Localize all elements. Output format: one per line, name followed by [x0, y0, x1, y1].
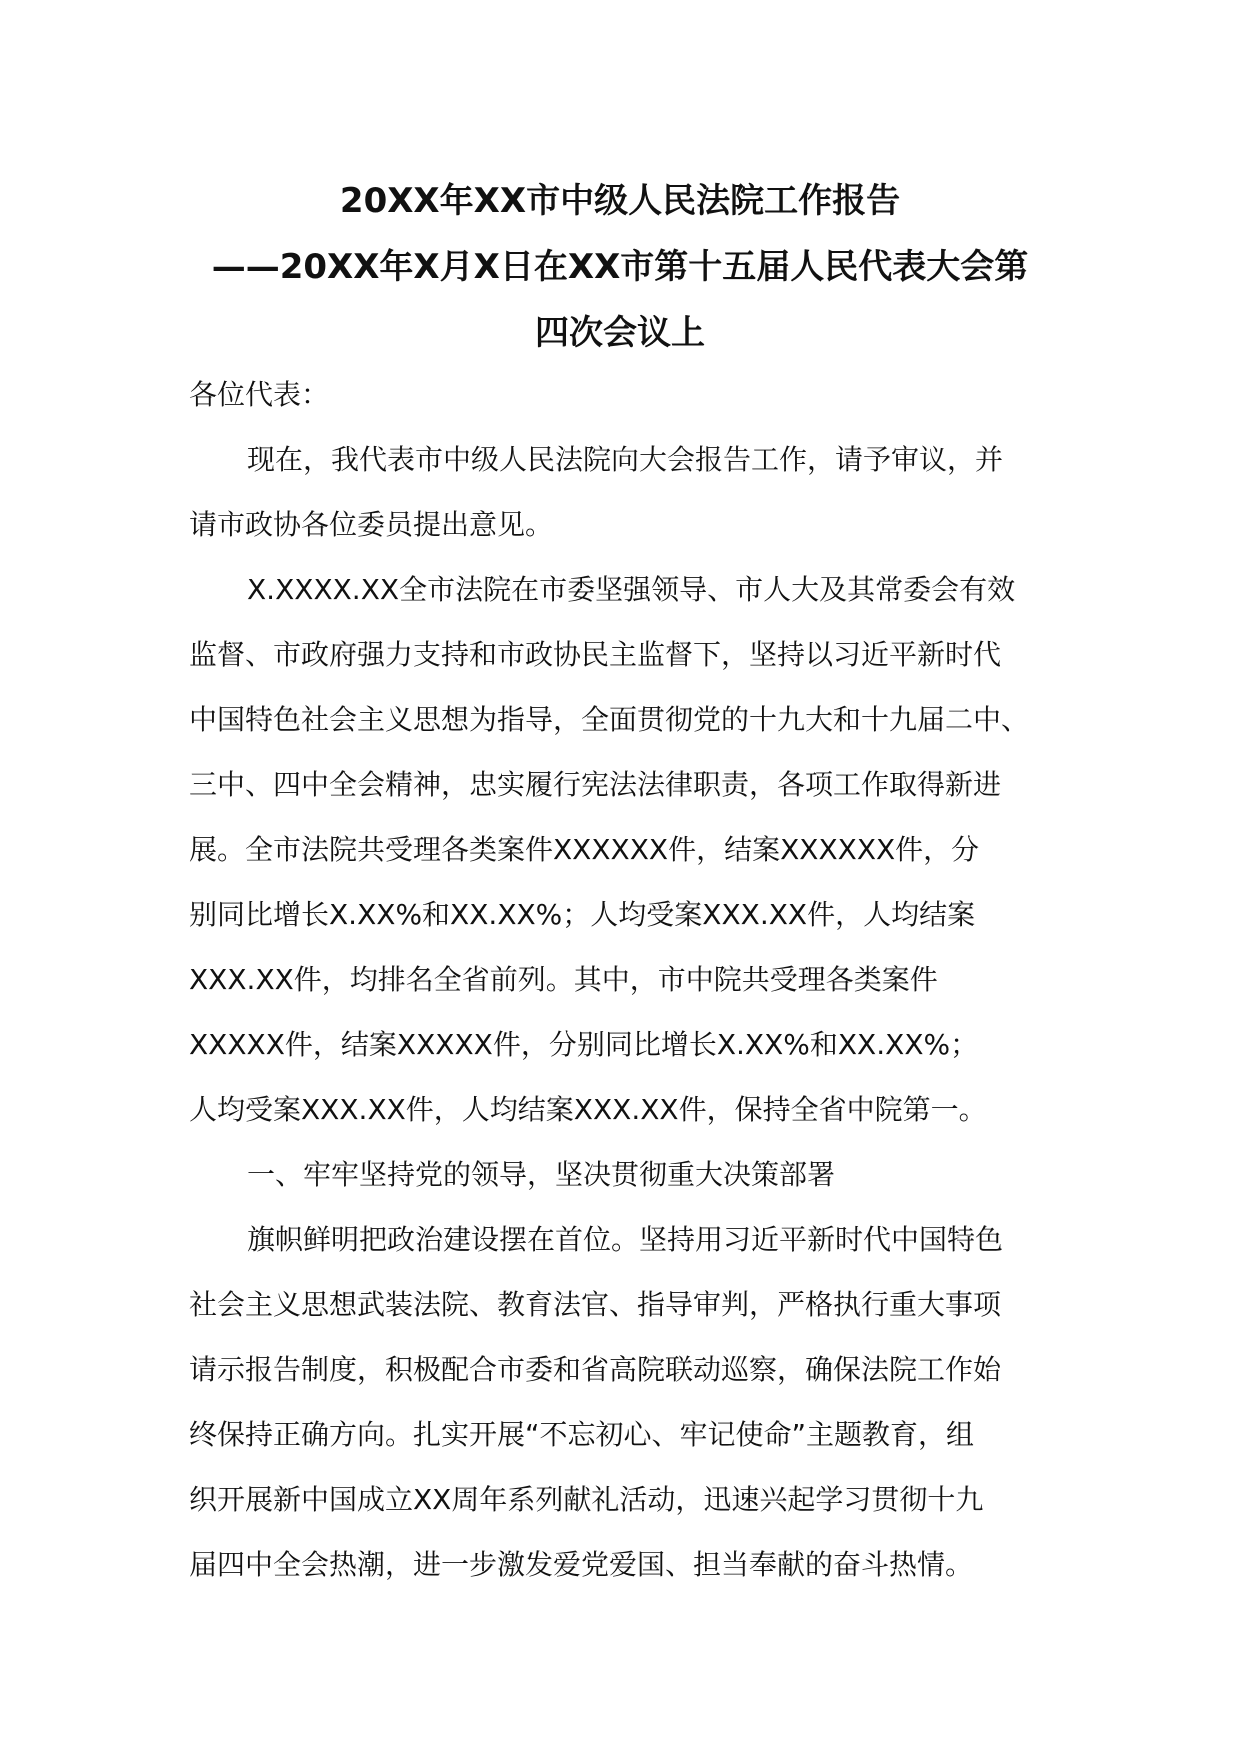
section-body-paragraph [189, 1207, 1055, 1597]
paragraph-line: 三中、四中全会精神，忠实履行宪法法律职责，各项工作取得新进 [189, 768, 1002, 801]
intro-paragraph [189, 427, 1055, 557]
paragraph-line: XXXXX件，结案XXXXX件，分别同比增长X.XX%和XX.XX%； [189, 1028, 979, 1061]
salutation-paragraph [189, 362, 1055, 427]
paragraph-line: 监督、市政府强力支持和市政协民主监督下，坚持以习近平新时代 [189, 638, 1002, 671]
paragraph-line: 别同比增长X.XX%和XX.XX%；人均受案XXX.XX件，人均结案 [189, 898, 976, 931]
paragraph-line: 中国特色社会主义思想为指导，全面贯彻党的十九大和十九届二中、 [189, 703, 1030, 736]
report-body [189, 362, 1055, 1597]
paragraph-line: 旗帜鲜明把政治建设摆在首位。坚持用习近平新时代中国特色 [247, 1223, 1004, 1256]
paragraph-line: 展。全市法院共受理各类案件XXXXXX件，结案XXXXXX件，分 [189, 833, 980, 866]
title-line-2: ——20XX年X月X日在XX市第十五届人民代表大会第 [211, 247, 1029, 287]
paragraph-line: 人均受案XXX.XX件，人均结案XXX.XX件，保持全省中院第一。 [189, 1093, 987, 1126]
report-title [180, 168, 1060, 366]
section-heading: 一、牢牢坚持党的领导，坚决贯彻重大决策部署 [247, 1158, 836, 1191]
salutation: 各位代表： [189, 378, 330, 411]
paragraph-line: X.XXXX.XX全市法院在市委坚强领导、市人大及其常委会有效 [247, 573, 1016, 606]
paragraph-line: 社会主义思想武装法院、教育法官、指导审判，严格执行重大事项 [189, 1288, 1002, 1321]
paragraph-line: 终保持正确方向。扎实开展“不忘初心、牢记使命”主题教育，组 [189, 1418, 975, 1451]
paragraph-line: 现在，我代表市中级人民法院向大会报告工作，请予审议，并 [247, 443, 1004, 476]
paragraph-line: 织开展新中国成立XX周年系列献礼活动，迅速兴起学习贯彻十九 [189, 1483, 984, 1516]
section-heading-paragraph [189, 1142, 1055, 1207]
paragraph-line: 请市政协各位委员提出意见。 [189, 508, 554, 541]
title-line-1: 20XX年XX市中级人民法院工作报告 [339, 181, 901, 221]
paragraph-line: 届四中全会热潮，进一步激发爱党爱国、担当奉献的奋斗热情。 [189, 1548, 974, 1581]
paragraph-line: XXX.XX件，均排名全省前列。其中，市中院共受理各类案件 [189, 963, 938, 996]
summary-paragraph [189, 557, 1055, 1142]
paragraph-line: 请示报告制度，积极配合市委和省高院联动巡察，确保法院工作始 [189, 1353, 1002, 1386]
title-line-3: 四次会议上 [535, 313, 705, 353]
